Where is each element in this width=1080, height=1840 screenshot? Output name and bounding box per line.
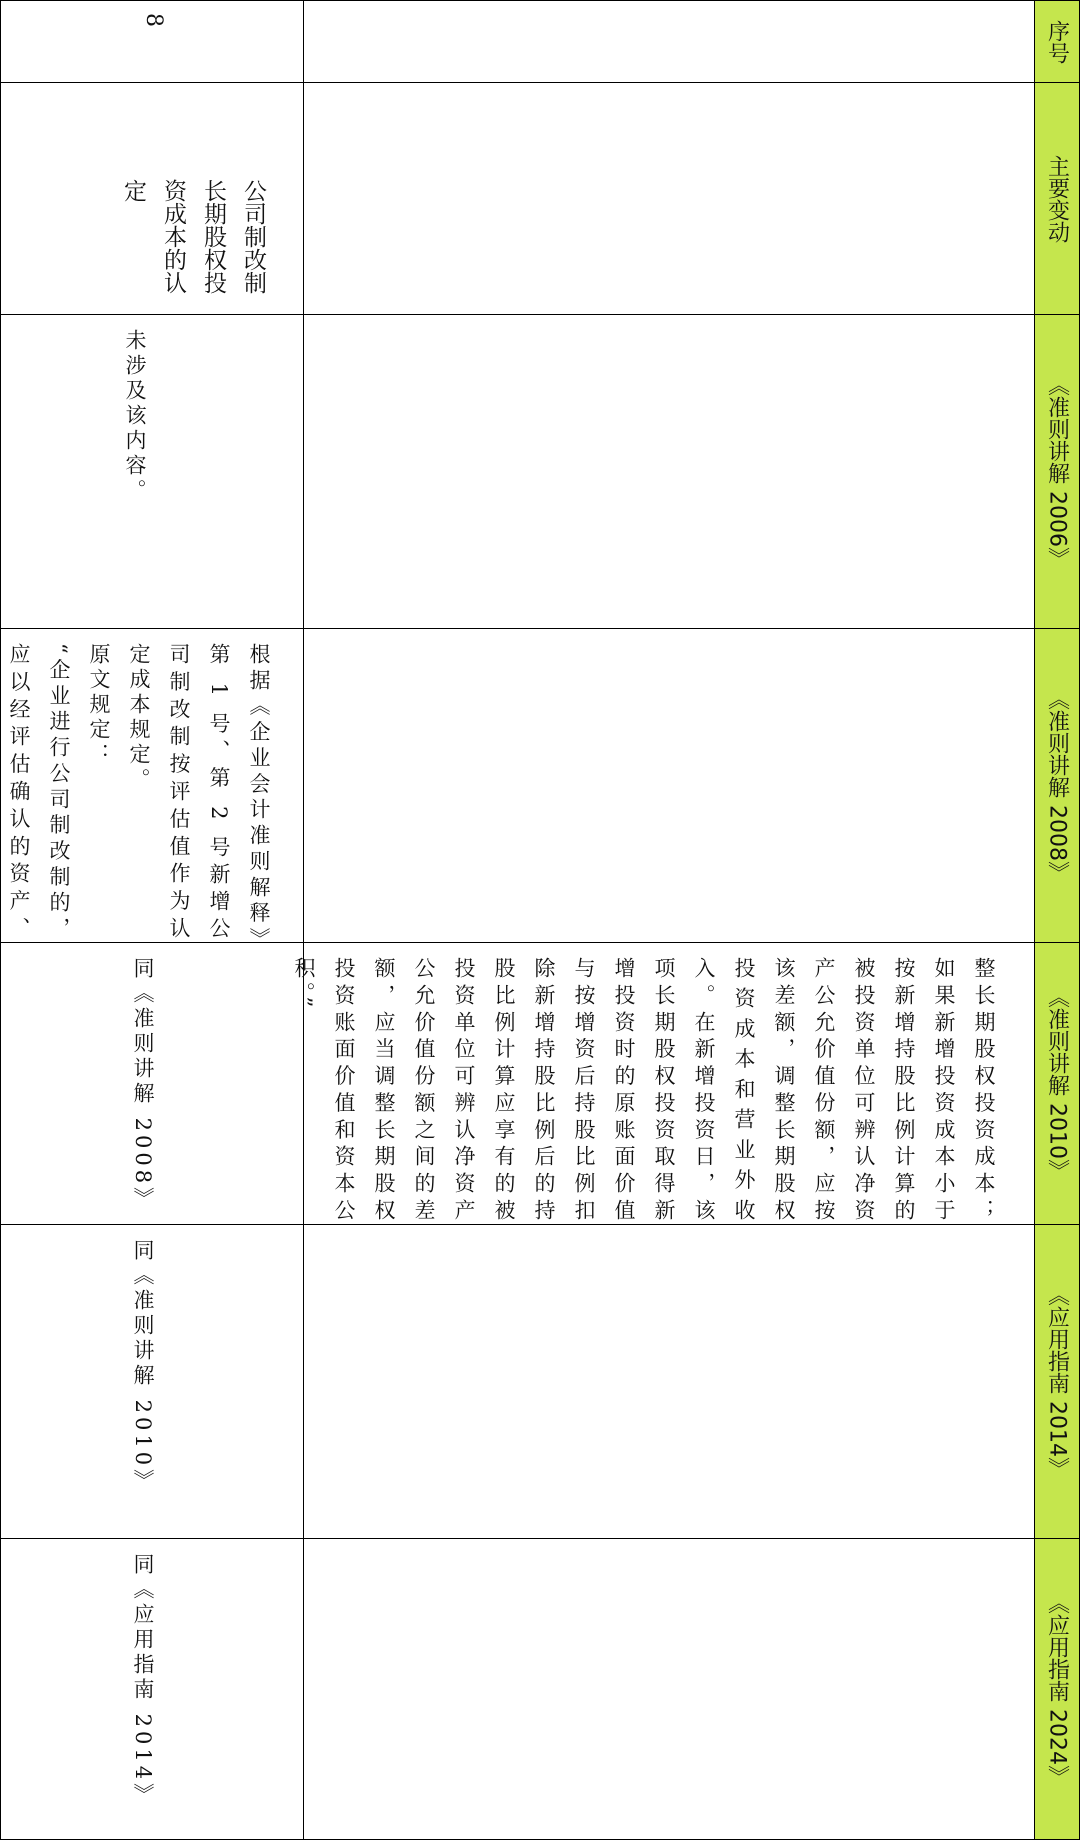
header-seq-text: 序号 bbox=[1044, 19, 1070, 64]
header-2024-text: 《应用指南 2024》 bbox=[1044, 1591, 1070, 1787]
header-2014-text: 《应用指南 2014》 bbox=[1044, 1284, 1070, 1479]
cell-2010-continued-text: 整长期股权投资成本；如果新增投资成本小于按新增持股比例计算的被投资单位可辨认净资产公允价值份额，应按该差额，调整长期股权投资成本和营业外收入。在新增投资日，该项长期股权投资取得新增投资时的原账面价值与按增资后持股比例扣除新增持股比例后的持股比例计算应享有的被投资单位可辨认净资产公允价值份额之间的差额，应当调整长期股权投资账面价值和资本公积。” bbox=[292, 957, 996, 1224]
row8-2008-para2: 原文规定： bbox=[87, 643, 111, 768]
row8-2008 bbox=[0, 628, 303, 942]
row8-2008-para1: 根据《企业会计准则解释》第 1 号、第 2 号新增公司制改制按评估值作为认定成本规定。 bbox=[127, 643, 271, 942]
header-2008 bbox=[1034, 628, 1080, 942]
row8-2010 bbox=[0, 942, 303, 1224]
row8-2008-para3: “企业进行公司制改制的，应以经评估确认的资产、 bbox=[7, 643, 71, 942]
prev-cell-2014 bbox=[303, 1224, 1034, 1538]
row8-main-change-text: 公司制改制长期股权投资成本的认定 bbox=[120, 179, 266, 294]
header-main-change-text: 主要变动 bbox=[1044, 154, 1070, 243]
prev-cell-2006 bbox=[303, 314, 1034, 628]
row8-seq-text: 8 bbox=[141, 13, 166, 27]
header-2006-text: 《准则讲解 2006》 bbox=[1044, 374, 1070, 569]
row8-2006 bbox=[0, 314, 303, 628]
header-2024 bbox=[1034, 1538, 1080, 1840]
row8-2014-text: 同《准则讲解 2010》 bbox=[131, 1239, 155, 1495]
row8-2024 bbox=[0, 1538, 303, 1840]
prev-cell-2024 bbox=[303, 1538, 1034, 1840]
header-2006 bbox=[1034, 314, 1080, 628]
header-2014 bbox=[1034, 1224, 1080, 1538]
header-2010 bbox=[1034, 942, 1080, 1224]
prev-cell-2010 bbox=[292, 942, 1034, 1224]
header-2010-text: 《准则讲解 2010》 bbox=[1044, 986, 1070, 1181]
prev-cell-change bbox=[303, 82, 1034, 314]
header-seq bbox=[1034, 0, 1080, 82]
row8-main-change bbox=[0, 82, 303, 314]
header-2008-text: 《准则讲解 2008》 bbox=[1044, 688, 1070, 883]
header-main-change bbox=[1034, 82, 1080, 314]
row8-seq bbox=[0, 0, 303, 82]
row8-2014 bbox=[0, 1224, 303, 1538]
row8-2010-text: 同《准则讲解 2008》 bbox=[131, 957, 155, 1213]
prev-cell-2008 bbox=[303, 628, 1034, 942]
row8-2024-text: 同《应用指南 2014》 bbox=[131, 1553, 155, 1809]
prev-cell-seq bbox=[303, 0, 1034, 82]
row8-2006-text: 未涉及该内容。 bbox=[123, 329, 147, 504]
